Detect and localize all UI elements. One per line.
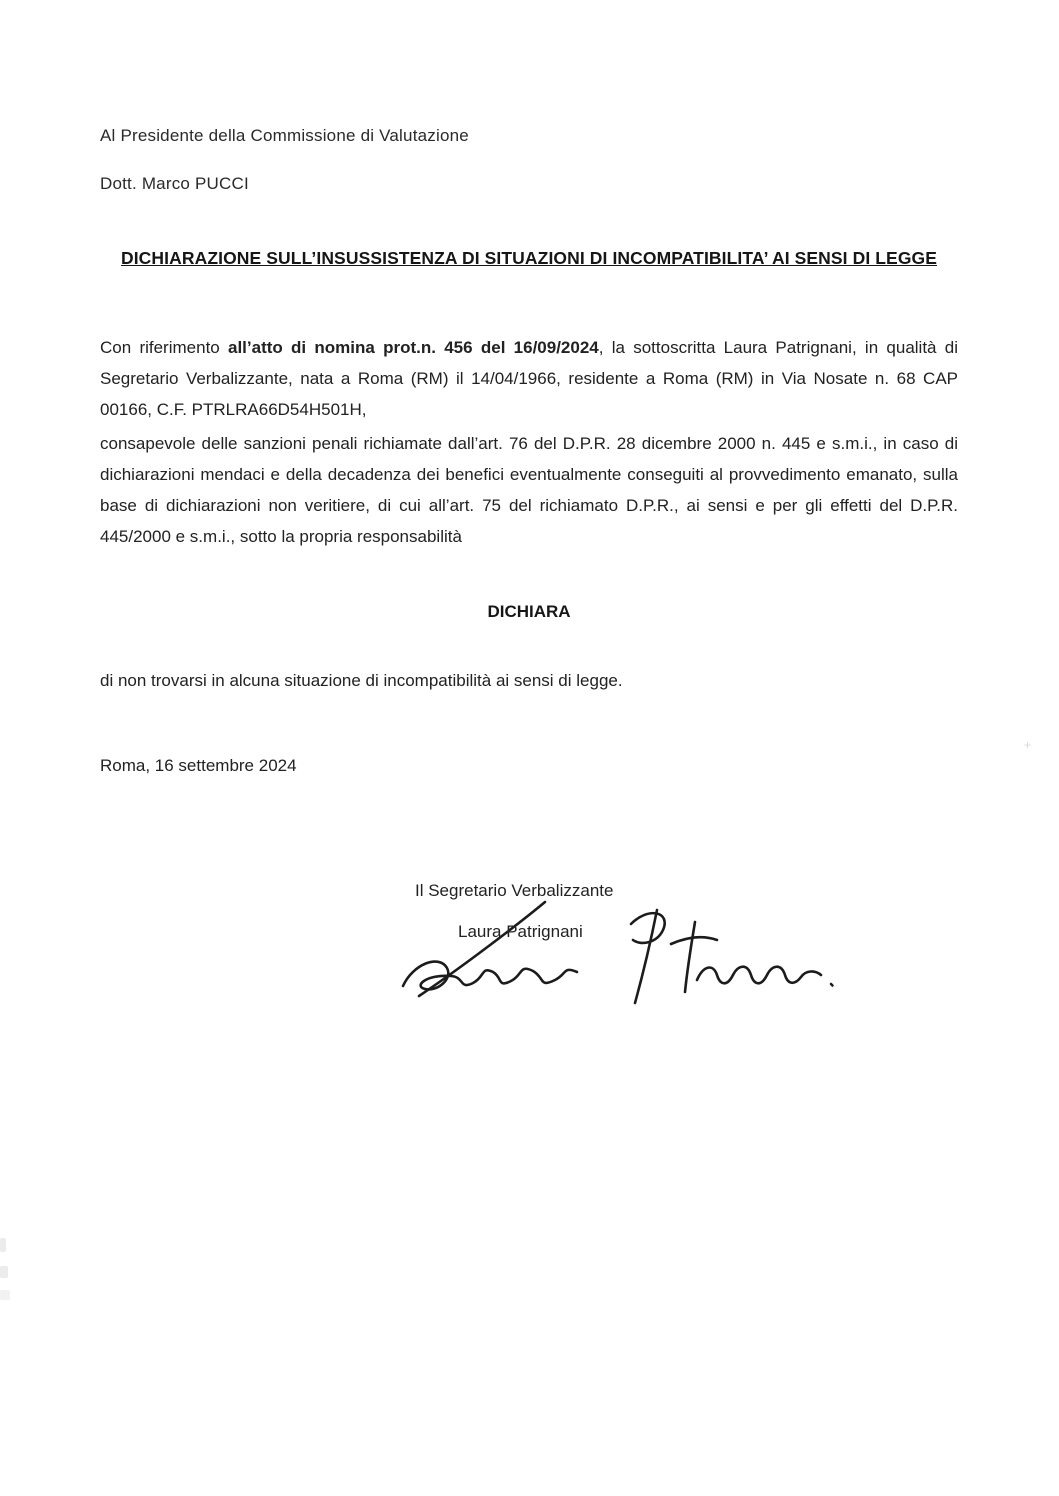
paragraph-reference-prefix: Con riferimento	[100, 338, 228, 357]
signature-role-label: Il Segretario Verbalizzante	[415, 881, 614, 900]
paragraph-reference-bold: all’atto di nomina prot.n. 456 del 16/09/2024	[228, 338, 599, 357]
place-date-line: Roma, 16 settembre 2024	[100, 756, 297, 775]
scan-artifact-left-1	[0, 1238, 6, 1252]
declare-heading: DICHIARA	[487, 602, 571, 621]
scan-artifact-right: +	[1024, 738, 1032, 752]
document-title: DICHIARAZIONE SULL’INSUSSISTENZA DI SITUAZIONI DI INCOMPATIBILITA’ AI SENSI DI LEGGE	[120, 248, 938, 268]
declaration-line: di non trovarsi in alcuna situazione di incompatibilità ai sensi di legge.	[100, 671, 623, 690]
recipient-line-1: Al Presidente della Commissione di Valutazione	[100, 126, 469, 145]
scan-artifact-left-2	[0, 1266, 8, 1278]
scan-artifact-left-3	[0, 1290, 10, 1300]
signature-printed-name: Laura Patrignani	[458, 922, 583, 941]
paragraph-legal-warning: consapevole delle sanzioni penali richiamate dall’art. 76 del D.P.R. 28 dicembre 2000 n. 445 e s.m.i., in caso di dichiarazioni mendaci e della decadenza dei benefici eventualmente conseguiti al provvedimento emanato, sulla base di dichiarazioni non veritiere, di cui all’art. 75 del richiamato D.P.R., ai sensi e per gli effetti del D.P.R. 445/2000 e s.m.i., sotto la propria responsabilità	[100, 434, 958, 546]
handwritten-signature	[395, 896, 835, 1006]
recipient-line-2: Dott. Marco PUCCI	[100, 174, 249, 193]
paragraph-reference	[100, 332, 958, 425]
paragraph-reference-rest: , la sottoscritta Laura Patrignani, in qualità di Segretario Verbalizzante, nata a Roma (RM) il 14/04/1966, residente a Roma (RM) in Via Nosate n. 68 CAP 00166, C.F. PTRLRA66D54H501H,	[100, 338, 958, 419]
